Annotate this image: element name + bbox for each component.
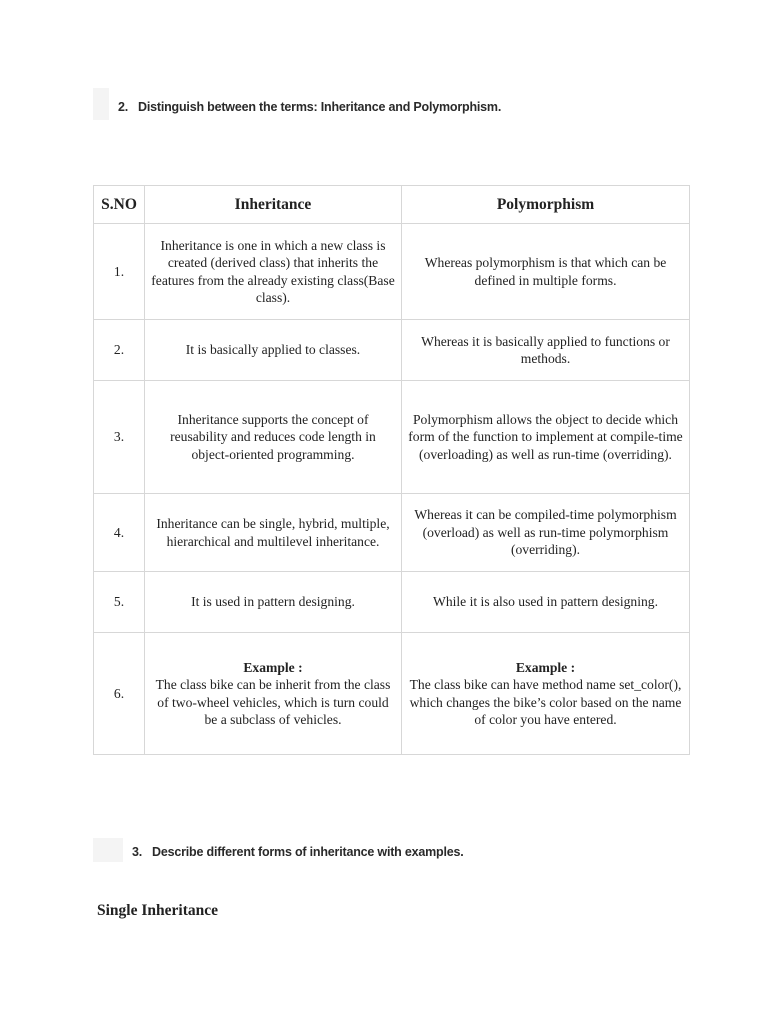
- cell-sno: 2.: [94, 320, 145, 381]
- table-row: [94, 572, 690, 633]
- section-heading: Single Inheritance: [97, 902, 218, 919]
- cell-sno: 4.: [94, 494, 145, 572]
- header-inheritance: Inheritance: [145, 186, 402, 224]
- header-polymorphism: Polymorphism: [402, 186, 690, 224]
- cell-sno: 6.: [94, 633, 145, 755]
- example-text: The class bike can have method name set_color(), which changes the bike’s color based on the name of color you have entered.: [409, 677, 682, 727]
- cell-polymorphism: Polymorphism allows the object to decide which form of the function to implement at compile-time (overloading) as well as run-time (overriding).: [402, 381, 690, 494]
- cell-polymorphism: [402, 633, 690, 755]
- header-sno: S.NO: [94, 186, 145, 224]
- question-2: [118, 100, 501, 114]
- comparison-table: [93, 185, 690, 755]
- cell-inheritance: It is used in pattern designing.: [145, 572, 402, 633]
- question-3-highlight: [93, 838, 123, 862]
- table-row: [94, 224, 690, 320]
- table-header-row: [94, 186, 690, 224]
- question-2-text: Distinguish between the terms: Inheritance and Polymorphism.: [138, 100, 502, 114]
- table-row: [94, 320, 690, 381]
- question-2-highlight: [93, 88, 109, 120]
- question-3-text: Describe different forms of inheritance with examples.: [152, 845, 464, 859]
- example-text: The class bike can be inherit from the class of two-wheel vehicles, which is turn could be a subclass of vehicles.: [155, 677, 391, 727]
- question-3: [132, 845, 464, 859]
- question-2-number: 2.: [118, 100, 129, 114]
- question-3-number: 3.: [132, 845, 143, 859]
- cell-sno: 1.: [94, 224, 145, 320]
- cell-inheritance: [145, 633, 402, 755]
- cell-sno: 3.: [94, 381, 145, 494]
- cell-sno: 5.: [94, 572, 145, 633]
- cell-polymorphism: Whereas polymorphism is that which can be defined in multiple forms.: [402, 224, 690, 320]
- table-row: [94, 633, 690, 755]
- cell-inheritance: Inheritance can be single, hybrid, multiple, hierarchical and multilevel inheritance.: [145, 494, 402, 572]
- table-row: [94, 381, 690, 494]
- cell-polymorphism: Whereas it can be compiled-time polymorphism (overload) as well as run-time polymorphism (overriding).: [402, 494, 690, 572]
- cell-polymorphism: While it is also used in pattern designing.: [402, 572, 690, 633]
- cell-inheritance: Inheritance supports the concept of reusability and reduces code length in object-oriented programming.: [145, 381, 402, 494]
- cell-polymorphism: Whereas it is basically applied to functions or methods.: [402, 320, 690, 381]
- example-title: Example :: [243, 659, 303, 675]
- cell-inheritance: Inheritance is one in which a new class is created (derived class) that inherits the features from the already existing class(Base class).: [145, 224, 402, 320]
- table-row: [94, 494, 690, 572]
- cell-inheritance: It is basically applied to classes.: [145, 320, 402, 381]
- example-title: Example :: [515, 659, 576, 675]
